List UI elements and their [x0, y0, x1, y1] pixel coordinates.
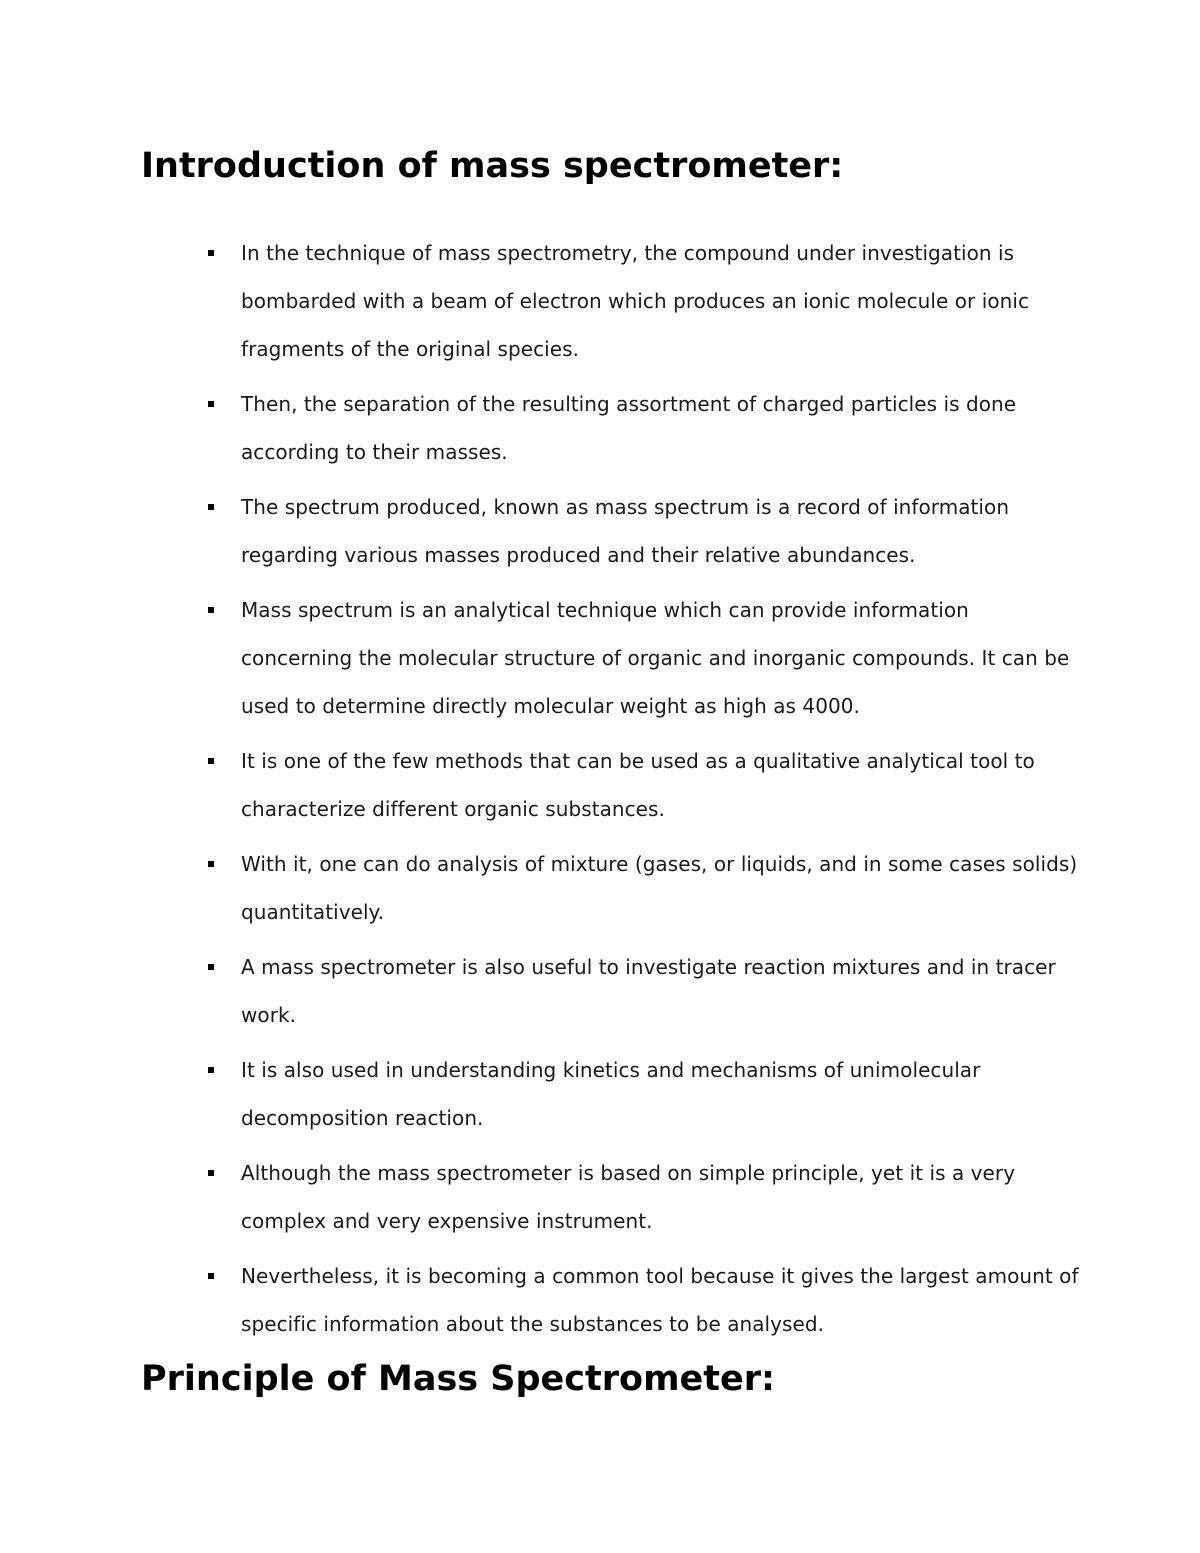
square-bullet-icon [208, 250, 214, 256]
list-item [0, 1149, 1081, 1245]
list-item-text: Although the mass spectrometer is based on simple principle, yet it is a very complex and very expensive instrument. [241, 1161, 1016, 1233]
list-item [0, 840, 1081, 936]
bullet-list [0, 229, 1200, 1355]
square-bullet-icon [208, 1170, 214, 1176]
section-heading-principle: Principle of Mass Spectrometer: [141, 1359, 776, 1399]
list-item [0, 943, 1081, 1039]
list-item-text: Mass spectrum is an analytical technique which can provide information concerning the molecular structure of organic and inorganic compounds. It can be used to determine directly molecular weight as high as 4000. [241, 598, 1070, 718]
list-item-text: A mass spectrometer is also useful to investigate reaction mixtures and in tracer work. [241, 955, 1056, 1027]
list-item-text: Nevertheless, it is becoming a common tool because it gives the largest amount of specific information about the substances to be analysed. [241, 1264, 1079, 1336]
square-bullet-icon [208, 1067, 214, 1073]
list-item-text: It is one of the few methods that can be used as a qualitative analytical tool to characterize different organic substances. [241, 749, 1035, 821]
list-item [0, 1046, 1081, 1142]
list-item [0, 229, 1081, 373]
square-bullet-icon [208, 964, 214, 970]
square-bullet-icon [208, 401, 214, 407]
list-item-text: Then, the separation of the resulting assortment of charged particles is done according to their masses. [241, 392, 1017, 464]
section-heading-introduction: Introduction of mass spectrometer: [141, 146, 844, 186]
square-bullet-icon [208, 607, 214, 613]
list-item-text: With it, one can do analysis of mixture (gases, or liquids, and in some cases solids) quantitatively. [241, 852, 1078, 924]
list-item-text: In the technique of mass spectrometry, the compound under investigation is bombarded with a beam of electron which produces an ionic molecule or ionic fragments of the original species. [241, 241, 1029, 361]
list-item [0, 380, 1081, 476]
square-bullet-icon [208, 1273, 214, 1279]
list-item-text: It is also used in understanding kinetics and mechanisms of unimolecular decomposition reaction. [241, 1058, 981, 1130]
list-item-text: The spectrum produced, known as mass spectrum is a record of information regarding various masses produced and their relative abundances. [241, 495, 1010, 567]
square-bullet-icon [208, 861, 214, 867]
square-bullet-icon [208, 504, 214, 510]
list-item [0, 586, 1081, 730]
list-item [0, 1252, 1081, 1348]
list-item [0, 737, 1081, 833]
list-item [0, 483, 1081, 579]
square-bullet-icon [208, 758, 214, 764]
